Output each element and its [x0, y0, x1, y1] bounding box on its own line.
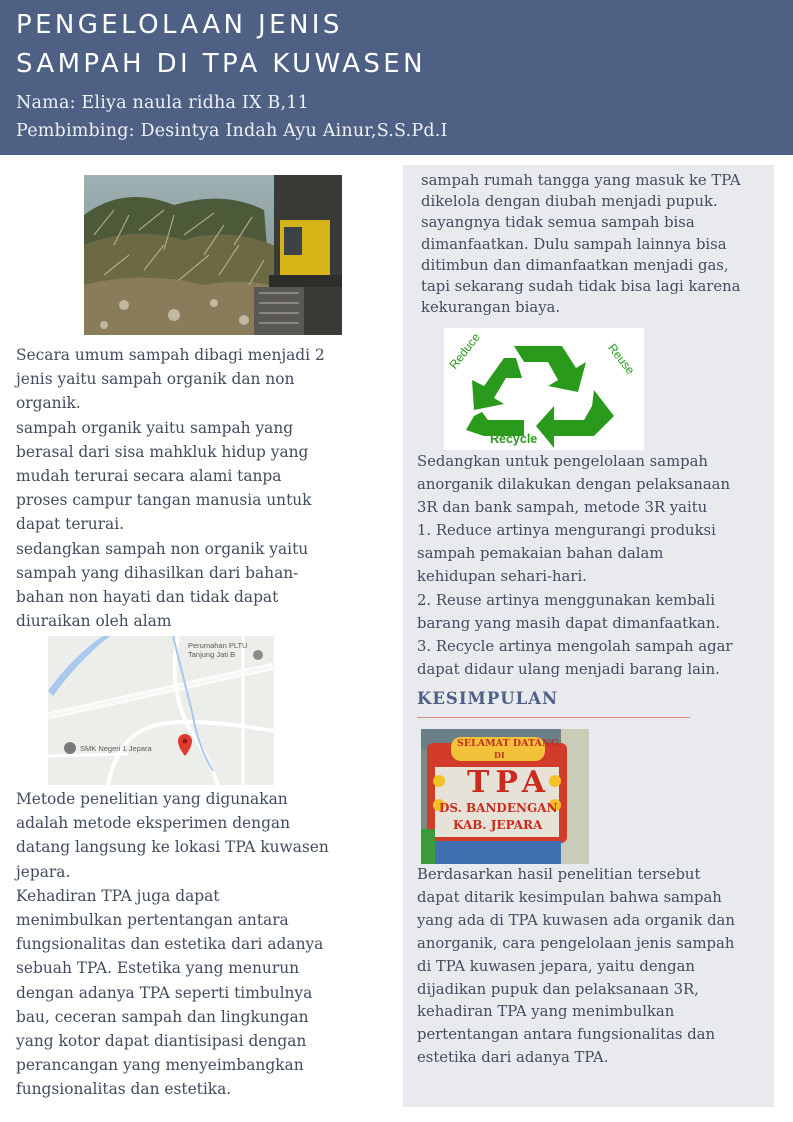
household-waste-paragraph: sampah rumah tangga yang masuk ke TPA dikelola dengan diubah menjadi pupuk. sayangnya tidak semua sampah bisa dimanfaatkan. Dulu sampah lainnya bisa ditimbun dan dimanfaatkan menjadi gas, tapi sekarang sudah tidak bisa lagi karena kekurangan biaya.: [421, 172, 741, 317]
page-title: [16, 6, 426, 84]
header-banner: [0, 0, 793, 155]
recycle-label-reduce: Reduce: [446, 330, 483, 372]
gate-sign-village: DS. BANDENGAN: [439, 801, 558, 815]
gate-sign-tpa: TPA: [467, 765, 551, 800]
landfill-photo: [84, 175, 342, 335]
title-line-1: PENGELOLAAN JENIS: [16, 10, 343, 40]
author-name: Nama: Eliya naula ridha IX B,11: [16, 93, 309, 113]
map-label-housing: Perumahan PLTU Tanjung Jati B: [188, 641, 248, 659]
intro-paragraph: Secara umum sampah dibagi menjadi 2 jenis yaitu sampah organik dan non organik. sampah organik yaitu sampah yang berasal dari sisa mahkluk hidup yang mudah terurai secara alami tanpa proses campur tangan manusia untuk dapat terurai. sedangkan sampah non organik yaitu sampah yang dihasilkan dari bahan- bahan non hayati dan tidak dapat diuraikan oleh alam: [16, 346, 325, 631]
conclusion-paragraph: Berdasarkan hasil penelitian tersebut dapat ditarik kesimpulan bahwa sampah yang ada di TPA kuwasen ada organik dan anorganik, cara pengelolaan jenis sampah di TPA kuwasen jepara, yaitu dengan dijadikan pupuk dan pelaksanaan 3R, kehadiran TPA yang menimbulkan pertentangan antara fungsionalitas dan estetika dari adanya TPA.: [417, 866, 735, 1067]
gate-sign-di: DI: [494, 750, 505, 760]
title-line-2: SAMPAH DI TPA KUWASEN: [16, 49, 426, 79]
gate-sign-regency: KAB. JEPARA: [453, 818, 543, 832]
recycle-label-recycle: Recycle: [490, 432, 538, 446]
3r-method-paragraph: Sedangkan untuk pengelolaan sampah anorganik dilakukan dengan pelaksanaan 3R dan bank sampah, metode 3R yaitu 1. Reduce artinya mengurangi produksi sampah pemakaian bahan dalam kehidupan sehari-hari. 2. Reuse artinya menggunakan kembali barang yang masih dapat dimanfaatkan. 3. Recycle artinya mengolah sampah agar dapat didaur ulang menjadi barang lain.: [417, 453, 733, 678]
map-label-school: SMK Negeri 1 Jepara: [80, 744, 152, 753]
conclusion-heading: KESIMPULAN: [417, 689, 559, 708]
method-paragraph: Metode penelitian yang digunakan adalah metode eksperimen dengan datang langsung ke lokasi TPA kuwasen jepara. Kehadiran TPA juga dapat menimbulkan pertentangan antara fungsionalitas dan estetika dari adanya sebuah TPA. Estetika yang menurun dengan adanya TPA seperti timbulnya bau, ceceran sampah dan lingkungan yang kotor dapat diantisipasi dengan perancangan yang menyeimbangkan fungsionalitas dan estetika.: [16, 790, 329, 1099]
conclusion-divider: [417, 717, 690, 718]
gate-sign-welcome: SELAMAT DATANG: [457, 738, 559, 749]
advisor-name: Pembimbing: Desintya Indah Ayu Ainur,S.S.Pd.I: [16, 121, 448, 141]
location-map: [48, 636, 274, 785]
recycle-icon: [444, 328, 644, 450]
tpa-gate-photo: [421, 729, 589, 864]
recycle-label-reuse: Reuse: [605, 341, 638, 377]
